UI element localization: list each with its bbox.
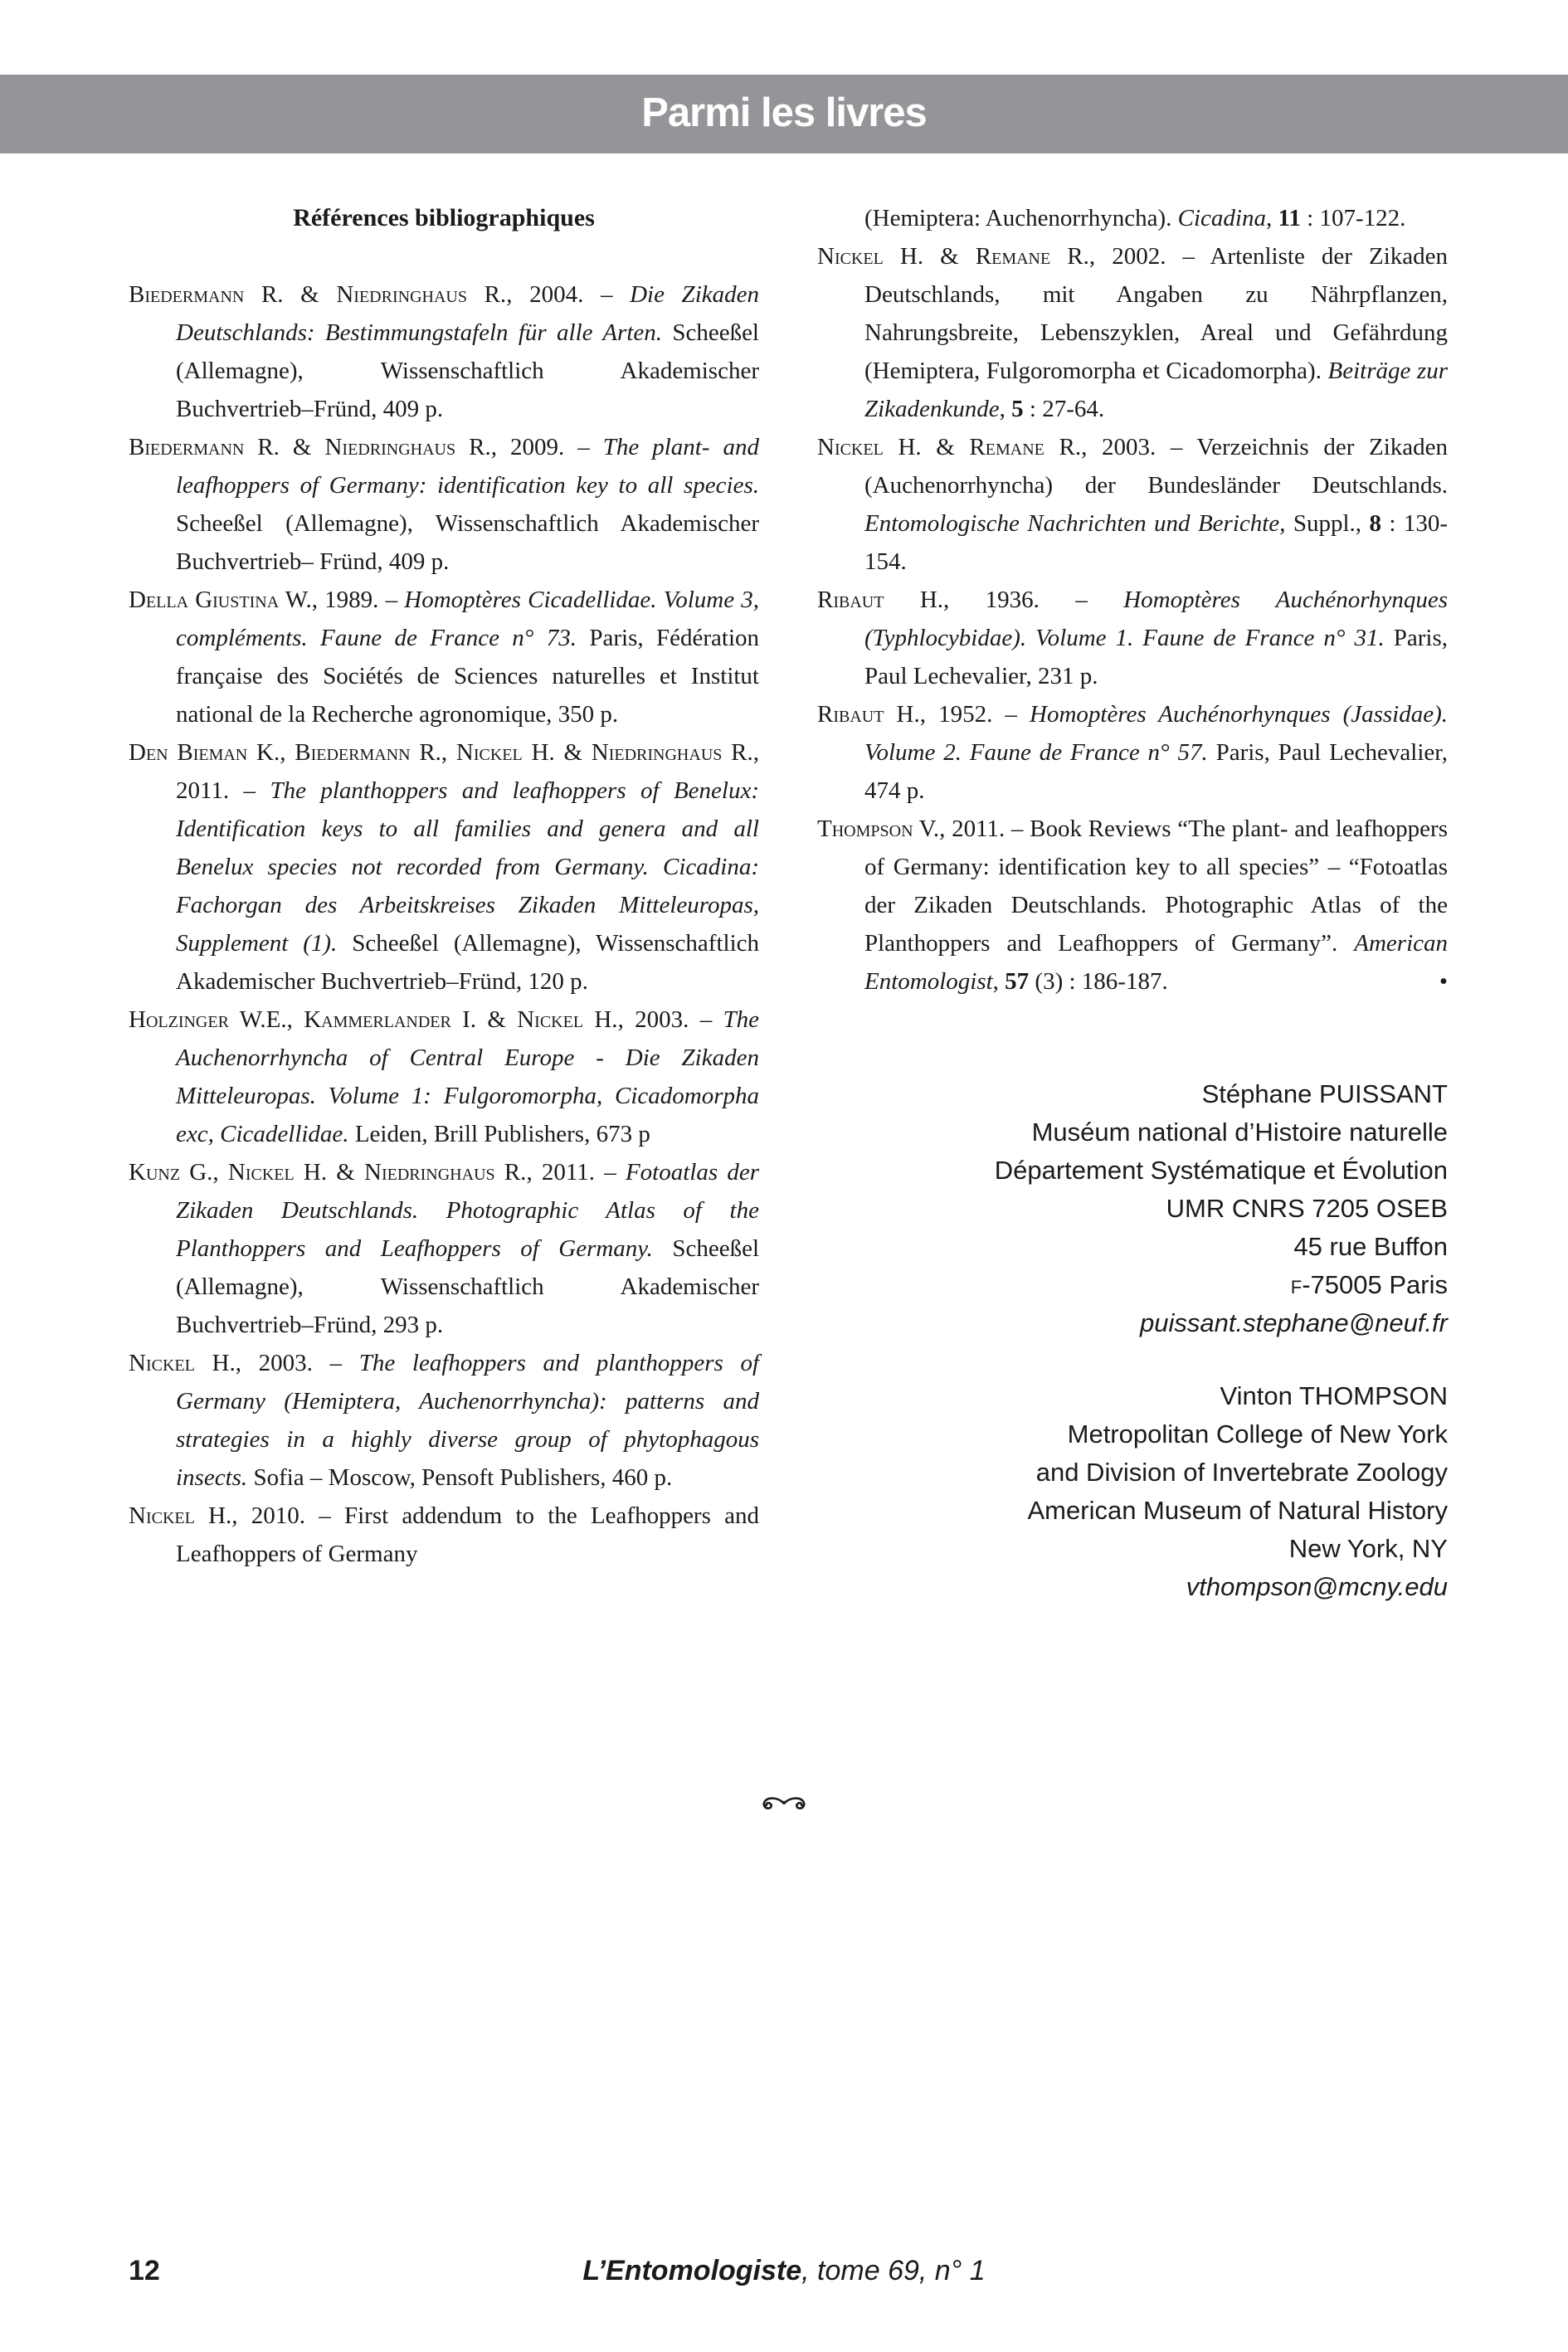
text-segment: Thompson V. [817, 816, 940, 842]
affiliation-line [817, 1113, 1448, 1152]
text-segment: UMR CNRS 7205 OSEB [1166, 1194, 1448, 1223]
text-segment: The plant- and leafhoppers of Germany: identification key to all species. [176, 434, 759, 499]
reference-entry [129, 1497, 759, 1573]
text-segment: , 2010. – First addendum to the Leafhoppers and Leafhoppers of Germany [176, 1502, 759, 1567]
double-scroll-fleuron-icon [762, 1790, 806, 1817]
text-segment: , [999, 396, 1012, 422]
text-segment: Nickel H. & Remane R. [817, 243, 1089, 270]
right-references [817, 199, 1448, 1001]
section-end-bullet: • [1439, 968, 1448, 995]
text-segment: puissant.stephane@neuf.fr [1140, 1308, 1448, 1337]
reference-entry [129, 1344, 759, 1497]
text-segment: , 2003. – [617, 1006, 723, 1033]
affiliation-line [817, 1568, 1448, 1606]
text-segment: Scheeßel (Allemagne), Wissenschaftlich Akademischer Buchvertrieb–Fründ, 120 p. [176, 930, 759, 995]
affiliation-line [817, 1454, 1448, 1492]
text-segment: vthompson@mcny.edu [1186, 1572, 1448, 1601]
text-segment: Paris, Paul Lechevalier, 474 p. [864, 739, 1449, 804]
affiliations [817, 1075, 1448, 1606]
text-segment: , 1989. – [311, 587, 405, 613]
text-segment: , 2004. – [506, 281, 631, 308]
text-segment: Den Bieman K., Biedermann R., Nickel H. & Niedringhaus R. [129, 739, 753, 766]
text-segment: (Hemiptera: Auchenorrhyncha). [864, 205, 1178, 231]
text-segment: , Suppl., [1279, 510, 1370, 537]
affiliation-line [817, 1190, 1448, 1228]
text-segment: Paris, Fédération française des Sociétés de Sciences naturelles et Institut national de la Recherche agronomique, 350 p. [176, 625, 760, 728]
text-segment: Della Giustina W. [129, 587, 312, 613]
reference-entry [129, 581, 759, 733]
text-segment: : 130-154. [864, 510, 1448, 575]
text-segment: Nickel H. & Remane R. [817, 434, 1082, 460]
page-number: 12 [129, 2255, 160, 2286]
reference-entry [817, 428, 1448, 581]
text-segment: 45 rue Buffon [1293, 1232, 1448, 1261]
text-segment: Fotoatlas der Zikaden Deutschlands. Photographic Atlas of the Planthoppers and Leafhoppers of Germany. [176, 1159, 759, 1262]
text-segment: American Entomologist [864, 930, 1448, 995]
affiliation-line [817, 1415, 1448, 1454]
header-band [0, 75, 1568, 153]
text-segment: 11 [1278, 205, 1301, 231]
affiliation-line [817, 1304, 1448, 1342]
text-segment: Biedermann R. & Niedringhaus R. [129, 281, 507, 308]
text-segment: Paris, Paul Lechevalier, 231 p. [864, 625, 1449, 689]
text-segment: Nickel H. [129, 1350, 236, 1376]
text-segment: Sofia – Moscow, Pensoft Publishers, 460 p. [247, 1464, 673, 1491]
page-header-title: Parmi les livres [641, 90, 927, 135]
affiliation-block [817, 1377, 1448, 1606]
left-references [129, 275, 759, 1573]
text-segment: , 2003. – [235, 1350, 359, 1376]
reference-entry [129, 1001, 759, 1153]
text-segment: Vinton THOMPSON [1220, 1381, 1448, 1410]
reference-entry [129, 275, 759, 428]
text-segment: : 107-122. [1300, 205, 1406, 231]
text-segment: Cicadina [1177, 205, 1266, 231]
text-segment: , 2011. – Book Reviews “The plant- and leafhoppers of Germany: identification key to all species” – “Fotoatlas der Zikaden Deutschlands. Photographic Atlas of the Planthoppers and Leafhoppers of Germany”. [864, 816, 1448, 957]
section-end-ornament [0, 1790, 1568, 1821]
text-segment: , 2003. – Verzeichnis der Zikaden (Auchenorrhyncha) der Bundesländer Deutschlands. [864, 434, 1449, 499]
text-segment: American Museum of Natural History [1027, 1496, 1448, 1525]
journal-issue: , tome 69, n° 1 [801, 2255, 986, 2286]
text-segment: Leiden, Brill Publishers, 673 p [348, 1121, 650, 1147]
text-segment: 5 [1011, 396, 1024, 422]
reference-entry [817, 695, 1448, 810]
text-segment: Biedermann R. & Niedringhaus R. [129, 434, 491, 460]
text-segment: 57 [1005, 968, 1030, 995]
text-segment: Homoptères Cicadellidae. Volume 3, compléments. Faune de France n° 73. [176, 587, 760, 651]
text-segment: Entomologische Nachrichten und Berichte [864, 510, 1280, 537]
text-segment: Scheeßel (Allemagne), Wissenschaftlich Akademischer Buchvertrieb–Fründ, 293 p. [176, 1235, 759, 1338]
affiliation-line [817, 1152, 1448, 1190]
reference-entry [817, 237, 1448, 428]
bibliography-title: Références bibliographiques [293, 204, 595, 231]
reference-entry [817, 581, 1448, 695]
text-segment: Homoptères Auchénorhynques (Typhlocybidae). Volume 1. Faune de France n° 31. [864, 587, 1448, 651]
text-segment: , [1266, 205, 1278, 231]
text-segment: Kunz G., Nickel H. & Niedringhaus R. [129, 1159, 527, 1186]
text-segment: -75005 Paris [1302, 1270, 1448, 1299]
text-segment: Nickel H. [129, 1502, 232, 1529]
journal-footer-line [0, 2255, 1568, 2287]
left-column [129, 199, 759, 1573]
affiliation-line [817, 1530, 1448, 1568]
text-segment: The Auchenorrhyncha of Central Europe - Die Zikaden Mitteleuropas. Volume 1: Fulgoromorpha, Cicadomorpha exc, Cicadellidae. [176, 1006, 760, 1147]
reference-continuation [817, 199, 1448, 237]
right-column [817, 199, 1448, 1606]
text-segment: Muséum national d’Histoire naturelle [1031, 1118, 1448, 1147]
page-footer [0, 2255, 1568, 2287]
reference-entry [129, 428, 759, 581]
affiliation-line [817, 1075, 1448, 1113]
text-segment: , 2009. – [490, 434, 603, 460]
text-segment: , 2002. – Artenliste der Zikaden Deutschlands, mit Angaben zu Nährpflanzen, Nahrungsbreite, Lebenszyklen, Areal und Gefährdung (Hemiptera, Fulgoromorpha et Cicadomorpha). [864, 243, 1448, 384]
text-segment: Metropolitan College of New York [1067, 1419, 1448, 1449]
text-segment: Beiträge zur Zikadenkunde [864, 358, 1448, 422]
reference-entry [129, 733, 759, 1001]
text-segment: , 2011. – [176, 739, 759, 804]
text-segment: , 1936. – [943, 587, 1124, 613]
text-segment: New York, NY [1288, 1534, 1448, 1563]
text-segment: , [992, 968, 1006, 995]
affiliation-line [817, 1228, 1448, 1266]
reference-entry [129, 1153, 759, 1344]
affiliation-line [817, 1266, 1448, 1304]
affiliation-line [817, 1377, 1448, 1415]
text-segment: Homoptères Auchénorhynques (Jassidae). Volume 2. Faune de France n° 57. [864, 701, 1449, 766]
text-segment: The leafhoppers and planthoppers of Germany (Hemiptera, Auchenorrhyncha): patterns and strategies in a highly diverse group of phytophagous insects. [176, 1350, 760, 1491]
text-segment: Die Zikaden Deutschlands: Bestimmungstafeln für alle Arten. [176, 281, 759, 346]
text-segment: Ribaut H. [817, 701, 920, 728]
text-segment: Scheeßel (Allemagne), Wissenschaftlich Akademischer Buchvertrieb–Fründ, 409 p. [176, 319, 759, 422]
text-segment: (3) : 186-187. [1029, 968, 1168, 995]
text-segment: Stéphane PUISSANT [1201, 1079, 1448, 1108]
text-segment: Ribaut H. [817, 587, 944, 613]
text-segment: and Division of Invertebrate Zoology [1035, 1458, 1448, 1487]
text-segment: Département Systématique et Évolution [994, 1156, 1448, 1185]
affiliation-line [817, 1492, 1448, 1530]
text-segment: : 27-64. [1023, 396, 1105, 422]
text-segment: , 1952. – [919, 701, 1030, 728]
text-segment: The planthoppers and leafhoppers of Benelux: Identification keys to all families and genera and all Benelux species not recorded from Germany. Cicadina: Fachorgan des Arbeitskreises Zikaden Mitteleuropas, Supplement (1). [176, 777, 759, 957]
affiliation-block [817, 1075, 1448, 1342]
text-segment: Holzinger W.E., Kammerlander I. & Nickel H. [129, 1006, 618, 1033]
text-segment: f [1290, 1270, 1303, 1299]
text-segment: 8 [1369, 510, 1381, 537]
journal-title: L’Entomologiste [582, 2255, 802, 2286]
text-segment: Scheeßel (Allemagne), Wissenschaftlich Akademischer Buchvertrieb– Fründ, 409 p. [176, 510, 759, 575]
text-segment: , 2011. – [526, 1159, 626, 1186]
reference-entry [817, 810, 1448, 1001]
